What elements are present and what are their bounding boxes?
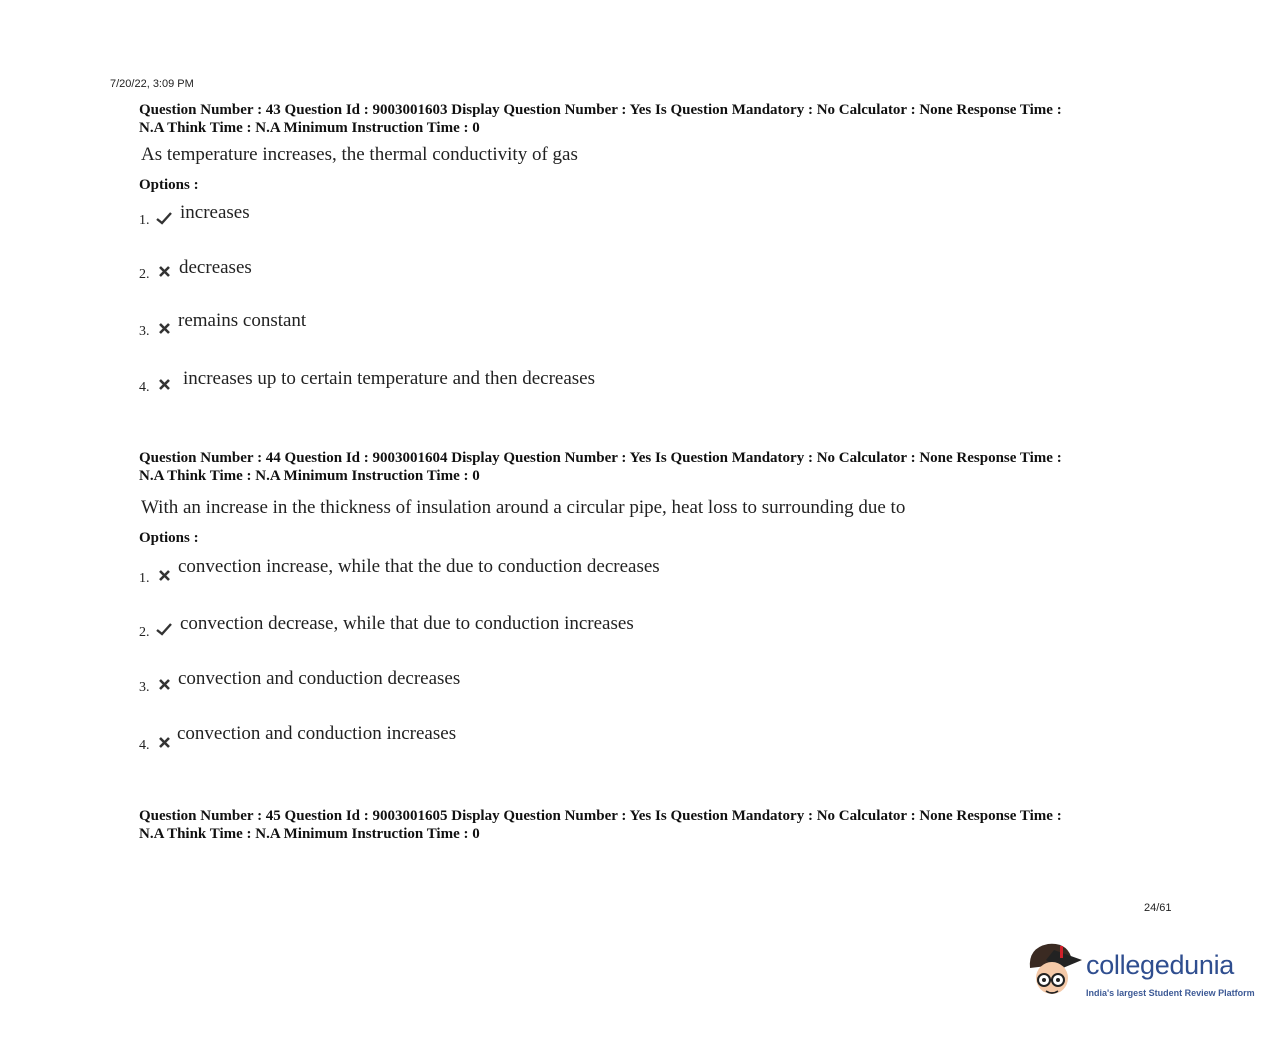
check-icon — [156, 622, 172, 636]
cross-icon — [157, 678, 173, 692]
question-meta-line: N.A Think Time : N.A Minimum Instruction Time : 0 — [139, 826, 480, 842]
brand-tagline: India's largest Student Review Platform — [1086, 988, 1255, 998]
page-number: 24/61 — [1144, 902, 1172, 914]
option-text: convection and conduction decreases — [178, 668, 461, 689]
option-text: increases up to certain temperature and then decreases — [183, 368, 595, 389]
option-number: 4. — [139, 380, 150, 395]
cross-icon — [157, 322, 173, 336]
question-meta-line: Question Number : 43 Question Id : 9003001603 Display Question Number : Yes Is Question Mandatory : No Calculator : None Response Time : — [139, 102, 1062, 118]
option-number: 3. — [139, 680, 150, 695]
question-meta-line: N.A Think Time : N.A Minimum Instruction Time : 0 — [139, 120, 480, 136]
option-text: decreases — [179, 257, 252, 278]
brand-name: collegedunia — [1086, 950, 1235, 980]
option-number: 2. — [139, 267, 150, 282]
option-number: 1. — [139, 213, 150, 228]
question-43-meta — [139, 101, 1149, 137]
option-text: remains constant — [178, 310, 307, 331]
options-label: Options : — [139, 530, 199, 546]
question-45-meta — [139, 807, 1149, 843]
option-text: convection and conduction increases — [177, 723, 457, 744]
option-text: increases — [180, 202, 250, 223]
option-number: 2. — [139, 625, 150, 640]
option-number: 3. — [139, 324, 150, 339]
question-meta-line: N.A Think Time : N.A Minimum Instruction Time : 0 — [139, 468, 480, 484]
option-number: 1. — [139, 571, 150, 586]
option-number: 4. — [139, 738, 150, 753]
cross-icon — [157, 736, 173, 750]
check-icon — [156, 211, 172, 225]
options-label: Options : — [139, 177, 199, 193]
cross-icon — [157, 378, 173, 392]
mascot-icon — [1024, 938, 1086, 1010]
print-timestamp: 7/20/22, 3:09 PM — [110, 78, 194, 90]
option-text: convection increase, while that the due to conduction decreases — [178, 556, 660, 577]
option-text: convection decrease, while that due to conduction increases — [180, 613, 634, 634]
question-meta-line: Question Number : 44 Question Id : 9003001604 Display Question Number : Yes Is Question Mandatory : No Calculator : None Response Time : — [139, 450, 1062, 466]
question-43-text: As temperature increases, the thermal conductivity of gas — [141, 144, 578, 165]
question-44-text: With an increase in the thickness of insulation around a circular pipe, heat loss to surrounding due to — [141, 497, 906, 518]
cross-icon — [157, 265, 173, 279]
question-meta-line: Question Number : 45 Question Id : 9003001605 Display Question Number : Yes Is Question Mandatory : No Calculator : None Response Time : — [139, 808, 1062, 824]
brand-logo — [1024, 938, 1254, 1010]
cross-icon — [157, 569, 173, 583]
question-44-meta — [139, 449, 1149, 485]
